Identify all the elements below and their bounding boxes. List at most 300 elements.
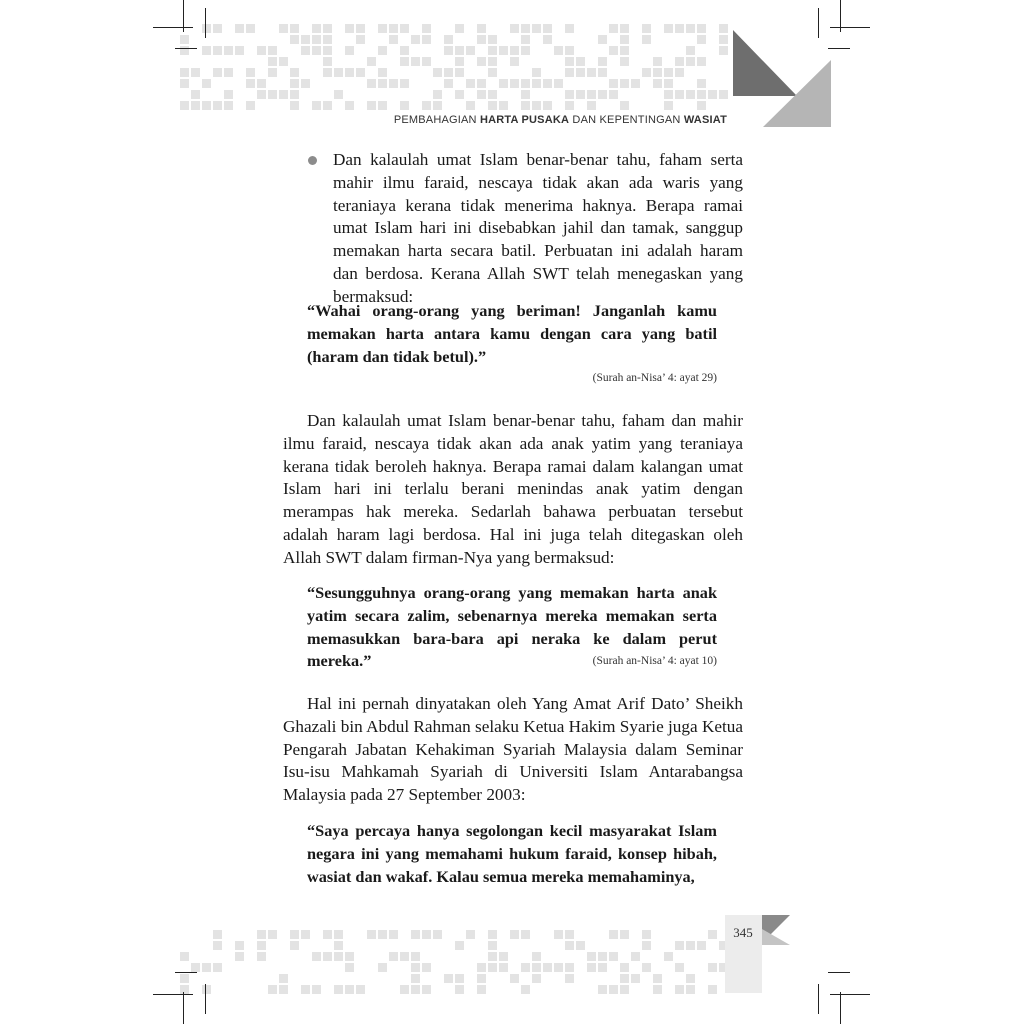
pixel-square [697, 90, 706, 99]
pixel-square [290, 68, 299, 77]
pixel-square [235, 24, 244, 33]
pixel-square [180, 952, 189, 961]
pixel-square [389, 79, 398, 88]
pixel-square [598, 952, 607, 961]
pixel-square [191, 68, 200, 77]
pixel-square [433, 101, 442, 110]
pixel-square [477, 57, 486, 66]
pixel-square [180, 101, 189, 110]
pixel-square [246, 24, 255, 33]
pixel-square [565, 941, 574, 950]
pixel-square [224, 46, 233, 55]
pixel-square [653, 68, 662, 77]
pixel-square [312, 35, 321, 44]
pixel-square [609, 24, 618, 33]
pixel-square [345, 985, 354, 994]
pixel-square [268, 68, 277, 77]
pixel-square [257, 941, 266, 950]
pixel-square [488, 90, 497, 99]
pixel-square [510, 24, 519, 33]
pixel-square [400, 46, 409, 55]
pixel-square [719, 46, 728, 55]
bullet-dot [308, 156, 317, 165]
pixel-square [499, 46, 508, 55]
pixel-square [279, 57, 288, 66]
pixel-square [400, 985, 409, 994]
pixel-square [620, 974, 629, 983]
pixel-square [675, 963, 684, 972]
pixel-square [477, 90, 486, 99]
pixel-square [708, 985, 717, 994]
pixel-square [411, 930, 420, 939]
pixel-square [521, 24, 530, 33]
pixel-square [378, 46, 387, 55]
pixel-square [257, 90, 266, 99]
pixel-square [565, 90, 574, 99]
pixel-square [620, 930, 629, 939]
pixel-square [444, 46, 453, 55]
pixel-square [620, 57, 629, 66]
pixel-square [213, 930, 222, 939]
pixel-square [323, 952, 332, 961]
pixel-square [686, 46, 695, 55]
pixel-square [202, 79, 211, 88]
pixel-square [477, 963, 486, 972]
pixel-square [510, 46, 519, 55]
pixel-square [312, 985, 321, 994]
pixel-square [631, 79, 640, 88]
pixel-square [301, 985, 310, 994]
decorative-pixel-pattern-top [180, 24, 740, 114]
decorative-pixel-pattern-bottom [180, 930, 740, 1000]
pixel-square [224, 101, 233, 110]
pixel-square [235, 46, 244, 55]
pixel-square [697, 941, 706, 950]
pixel-square [323, 46, 332, 55]
pixel-square [543, 79, 552, 88]
pixel-square [433, 68, 442, 77]
pixel-square [609, 952, 618, 961]
pixel-square [455, 68, 464, 77]
pixel-square [675, 68, 684, 77]
pixel-square [334, 941, 343, 950]
pixel-square [653, 974, 662, 983]
pixel-square [488, 68, 497, 77]
pixel-square [675, 24, 684, 33]
pixel-square [246, 101, 255, 110]
pixel-square [609, 79, 618, 88]
pixel-square [664, 90, 673, 99]
pixel-square [488, 101, 497, 110]
pixel-square [554, 963, 563, 972]
pixel-square [411, 985, 420, 994]
pixel-square [455, 24, 464, 33]
pixel-square [620, 79, 629, 88]
corner-triangle-graphic [733, 30, 831, 128]
pixel-square [235, 941, 244, 950]
quote-2-reference: (Surah an-Nisa’ 4: ayat 10) [592, 655, 717, 667]
pixel-square [268, 90, 277, 99]
pixel-square [389, 24, 398, 33]
pixel-square [378, 101, 387, 110]
pixel-square [598, 963, 607, 972]
pixel-square [312, 101, 321, 110]
pixel-square [268, 985, 277, 994]
pixel-square [367, 57, 376, 66]
pixel-square [323, 24, 332, 33]
pixel-square [521, 90, 530, 99]
pixel-square [301, 930, 310, 939]
pixel-square [400, 952, 409, 961]
pixel-square [345, 952, 354, 961]
pixel-square [543, 35, 552, 44]
pixel-square [609, 985, 618, 994]
pixel-square [290, 90, 299, 99]
pixel-square [576, 90, 585, 99]
pixel-square [565, 963, 574, 972]
pixel-square [191, 963, 200, 972]
pixel-square [268, 57, 277, 66]
pixel-square [389, 952, 398, 961]
pixel-square [488, 963, 497, 972]
pixel-square [488, 35, 497, 44]
pixel-square [532, 963, 541, 972]
pixel-square [697, 79, 706, 88]
pixel-square [301, 79, 310, 88]
pixel-square [598, 90, 607, 99]
pixel-square [290, 101, 299, 110]
pixel-square [488, 952, 497, 961]
pixel-square [510, 930, 519, 939]
pixel-square [675, 57, 684, 66]
pixel-square [565, 46, 574, 55]
pixel-square [543, 101, 552, 110]
pixel-square [257, 79, 266, 88]
pixel-square [378, 963, 387, 972]
pixel-square [664, 101, 673, 110]
pixel-square [642, 963, 651, 972]
pixel-square [697, 101, 706, 110]
pixel-square [356, 35, 365, 44]
pixel-square [202, 101, 211, 110]
pixel-square [268, 930, 277, 939]
pixel-square [675, 985, 684, 994]
pixel-square [675, 941, 684, 950]
pixel-square [532, 974, 541, 983]
pixel-square [422, 35, 431, 44]
pixel-square [290, 79, 299, 88]
pixel-square [455, 57, 464, 66]
pixel-square [510, 57, 519, 66]
pixel-square [290, 941, 299, 950]
pixel-square [389, 35, 398, 44]
pixel-square [565, 68, 574, 77]
pixel-square [554, 930, 563, 939]
pixel-square [367, 79, 376, 88]
pixel-square [202, 46, 211, 55]
pixel-square [444, 79, 453, 88]
pixel-square [598, 985, 607, 994]
pixel-square [664, 68, 673, 77]
pixel-square [664, 24, 673, 33]
pixel-square [620, 24, 629, 33]
pixel-square [411, 35, 420, 44]
pixel-square [444, 974, 453, 983]
pixel-square [598, 68, 607, 77]
pixel-square [620, 46, 629, 55]
pixel-square [510, 79, 519, 88]
pixel-square [697, 57, 706, 66]
pixel-square [367, 101, 376, 110]
pixel-square [356, 24, 365, 33]
pixel-square [587, 90, 596, 99]
pixel-square [422, 101, 431, 110]
pixel-square [554, 79, 563, 88]
pixel-square [631, 952, 640, 961]
pixel-square [455, 941, 464, 950]
pixel-square [312, 46, 321, 55]
pixel-square [620, 963, 629, 972]
pixel-square [422, 985, 431, 994]
pixel-square [257, 930, 266, 939]
pixel-square [279, 985, 288, 994]
pixel-square [290, 930, 299, 939]
pixel-square [411, 952, 420, 961]
pixel-square [499, 101, 508, 110]
pixel-square [378, 68, 387, 77]
pixel-square [202, 985, 211, 994]
pixel-square [576, 68, 585, 77]
pixel-square [433, 930, 442, 939]
pixel-square [609, 90, 618, 99]
pixel-square [543, 24, 552, 33]
pixel-square [576, 57, 585, 66]
pixel-square [565, 101, 574, 110]
pixel-square [345, 46, 354, 55]
pixel-square [180, 79, 189, 88]
pixel-square [422, 963, 431, 972]
pixel-square [609, 46, 618, 55]
pixel-square [279, 24, 288, 33]
pixel-square [323, 101, 332, 110]
page-corner-triangle [762, 915, 792, 945]
pixel-square [180, 35, 189, 44]
pixel-square [521, 963, 530, 972]
pixel-square [719, 24, 728, 33]
pixel-square [653, 985, 662, 994]
quote-3: “Saya percaya hanya segolongan kecil masyarakat Islam negara ini yang memahami hukum faraid, konsep hibah, wasiat dan wakaf. Kalau semua mereka memahaminya, [307, 821, 717, 886]
pixel-square [620, 101, 629, 110]
pixel-square [620, 985, 629, 994]
pixel-square [697, 35, 706, 44]
pixel-square [202, 963, 211, 972]
pixel-square [367, 930, 376, 939]
pixel-square [202, 24, 211, 33]
pixel-square [686, 941, 695, 950]
pixel-square [719, 35, 728, 44]
pixel-square [488, 930, 497, 939]
pixel-square [312, 952, 321, 961]
pixel-square [411, 963, 420, 972]
pixel-square [631, 974, 640, 983]
pixel-square [323, 35, 332, 44]
pixel-square [378, 79, 387, 88]
running-header [394, 114, 727, 126]
pixel-square [279, 90, 288, 99]
pixel-square [521, 35, 530, 44]
pixel-square [488, 941, 497, 950]
pixel-square [587, 101, 596, 110]
pixel-square [246, 68, 255, 77]
pixel-square [532, 68, 541, 77]
paragraph-2: Dan kalaulah umat Islam benar-benar tahu, faham dan mahir ilmu faraid, nescaya tidak akan ada anak yatim yang teraniaya kerana tidak beroleh haknya. Berapa ramai dalam kalangan umat Islam hari ini terlalu berani menindas anak yatim dengan merampas hak mereka. Sedarlah bahawa perbuatan tersebut adalah haram lagi berdosa. Hal ini juga telah ditegaskan oleh Allah SWT dalam firman-Nya yang bermaksud: [283, 411, 743, 567]
pixel-square [180, 985, 189, 994]
pixel-square [301, 35, 310, 44]
pixel-square [642, 68, 651, 77]
pixel-square [686, 90, 695, 99]
pixel-square [455, 985, 464, 994]
pixel-square [356, 985, 365, 994]
pixel-square [334, 90, 343, 99]
pixel-square [191, 101, 200, 110]
pixel-square [587, 68, 596, 77]
pixel-square [719, 90, 728, 99]
pixel-square [609, 930, 618, 939]
pixel-square [422, 57, 431, 66]
pixel-square [642, 35, 651, 44]
pixel-square [422, 24, 431, 33]
pixel-square [334, 952, 343, 961]
pixel-square [532, 101, 541, 110]
pixel-square [620, 35, 629, 44]
pixel-square [378, 24, 387, 33]
pixel-square [664, 952, 673, 961]
pixel-square [543, 963, 552, 972]
pixel-square [323, 57, 332, 66]
pixel-square [180, 974, 189, 983]
pixel-square [213, 46, 222, 55]
pixel-square [510, 974, 519, 983]
pixel-square [213, 101, 222, 110]
pixel-square [246, 79, 255, 88]
pixel-square [521, 930, 530, 939]
pixel-square [466, 930, 475, 939]
pixel-square [235, 952, 244, 961]
pixel-square [444, 68, 453, 77]
pixel-square [213, 941, 222, 950]
pixel-square [279, 974, 288, 983]
pixel-square [180, 68, 189, 77]
pixel-square [400, 57, 409, 66]
pixel-square [532, 79, 541, 88]
quote-2: “Sesungguhnya orang-orang yang memakan harta anak yatim secara zalim, sebenarnya mereka memakan serta memasukkan bara-bara api neraka ke dalam perut mereka.” [307, 583, 717, 671]
pixel-square [686, 57, 695, 66]
quote-1: “Wahai orang-orang yang beriman! Janganlah kamu memakan harta antara kamu dengan cara yang batil (haram dan tidak betul).” [307, 301, 717, 366]
pixel-square [400, 79, 409, 88]
pixel-square [642, 24, 651, 33]
pixel-square [323, 68, 332, 77]
pixel-square [334, 985, 343, 994]
pixel-square [378, 930, 387, 939]
page-number: 345 [733, 925, 753, 940]
pixel-square [532, 952, 541, 961]
pixel-square [488, 57, 497, 66]
pixel-square [224, 68, 233, 77]
pixel-square [345, 101, 354, 110]
pixel-square [213, 963, 222, 972]
pixel-square [323, 930, 332, 939]
pixel-square [565, 930, 574, 939]
pixel-square [499, 79, 508, 88]
pixel-square [191, 90, 200, 99]
pixel-square [334, 68, 343, 77]
pixel-square [499, 963, 508, 972]
pixel-square [213, 24, 222, 33]
pixel-square [312, 24, 321, 33]
pixel-square [477, 35, 486, 44]
pixel-square [642, 930, 651, 939]
pixel-square [521, 101, 530, 110]
pixel-square [433, 90, 442, 99]
pixel-square [521, 79, 530, 88]
pixel-square [257, 952, 266, 961]
pixel-square [477, 24, 486, 33]
pixel-square [587, 952, 596, 961]
pixel-square [554, 46, 563, 55]
pixel-square [301, 46, 310, 55]
pixel-square [598, 57, 607, 66]
pixel-square [477, 974, 486, 983]
pixel-square [565, 974, 574, 983]
pixel-square [466, 46, 475, 55]
pixel-square [466, 79, 475, 88]
pixel-square [642, 941, 651, 950]
pixel-square [576, 941, 585, 950]
pixel-square [675, 90, 684, 99]
pixel-square [565, 24, 574, 33]
pixel-square [356, 68, 365, 77]
header-part-4: WASIAT [683, 114, 727, 126]
pixel-square [411, 974, 420, 983]
pixel-square [653, 79, 662, 88]
pixel-square [213, 68, 222, 77]
quote-1-reference: (Surah an-Nisa’ 4: ayat 29) [592, 372, 717, 384]
pixel-square [334, 930, 343, 939]
paragraph-3: Hal ini pernah dinyatakan oleh Yang Amat Arif Dato’ Sheikh Ghazali bin Abdul Rahman selaku Ketua Hakim Syarie juga Ketua Pengarah Jabatan Kehakiman Syariah Malaysia dalam Seminar Isu-isu Mahkamah Syariah di Universiti Islam Antarabangsa Malaysia pada 27 September 2003: [283, 694, 743, 805]
pixel-square [499, 952, 508, 961]
pixel-square [686, 985, 695, 994]
pixel-square [477, 985, 486, 994]
pixel-square [345, 24, 354, 33]
pixel-square [653, 57, 662, 66]
pixel-square [422, 930, 431, 939]
pixel-square [708, 90, 717, 99]
header-part-3: DAN KEPENTINGAN [572, 114, 681, 126]
pixel-square [268, 46, 277, 55]
pixel-square [521, 985, 530, 994]
pixel-square [466, 101, 475, 110]
pixel-square [345, 963, 354, 972]
pixel-square [664, 79, 673, 88]
pixel-square [290, 35, 299, 44]
pixel-square [411, 57, 420, 66]
pixel-square [708, 963, 717, 972]
pixel-square [697, 24, 706, 33]
pixel-square [455, 46, 464, 55]
pixel-square [224, 90, 233, 99]
pixel-square [389, 930, 398, 939]
pixel-square [598, 35, 607, 44]
